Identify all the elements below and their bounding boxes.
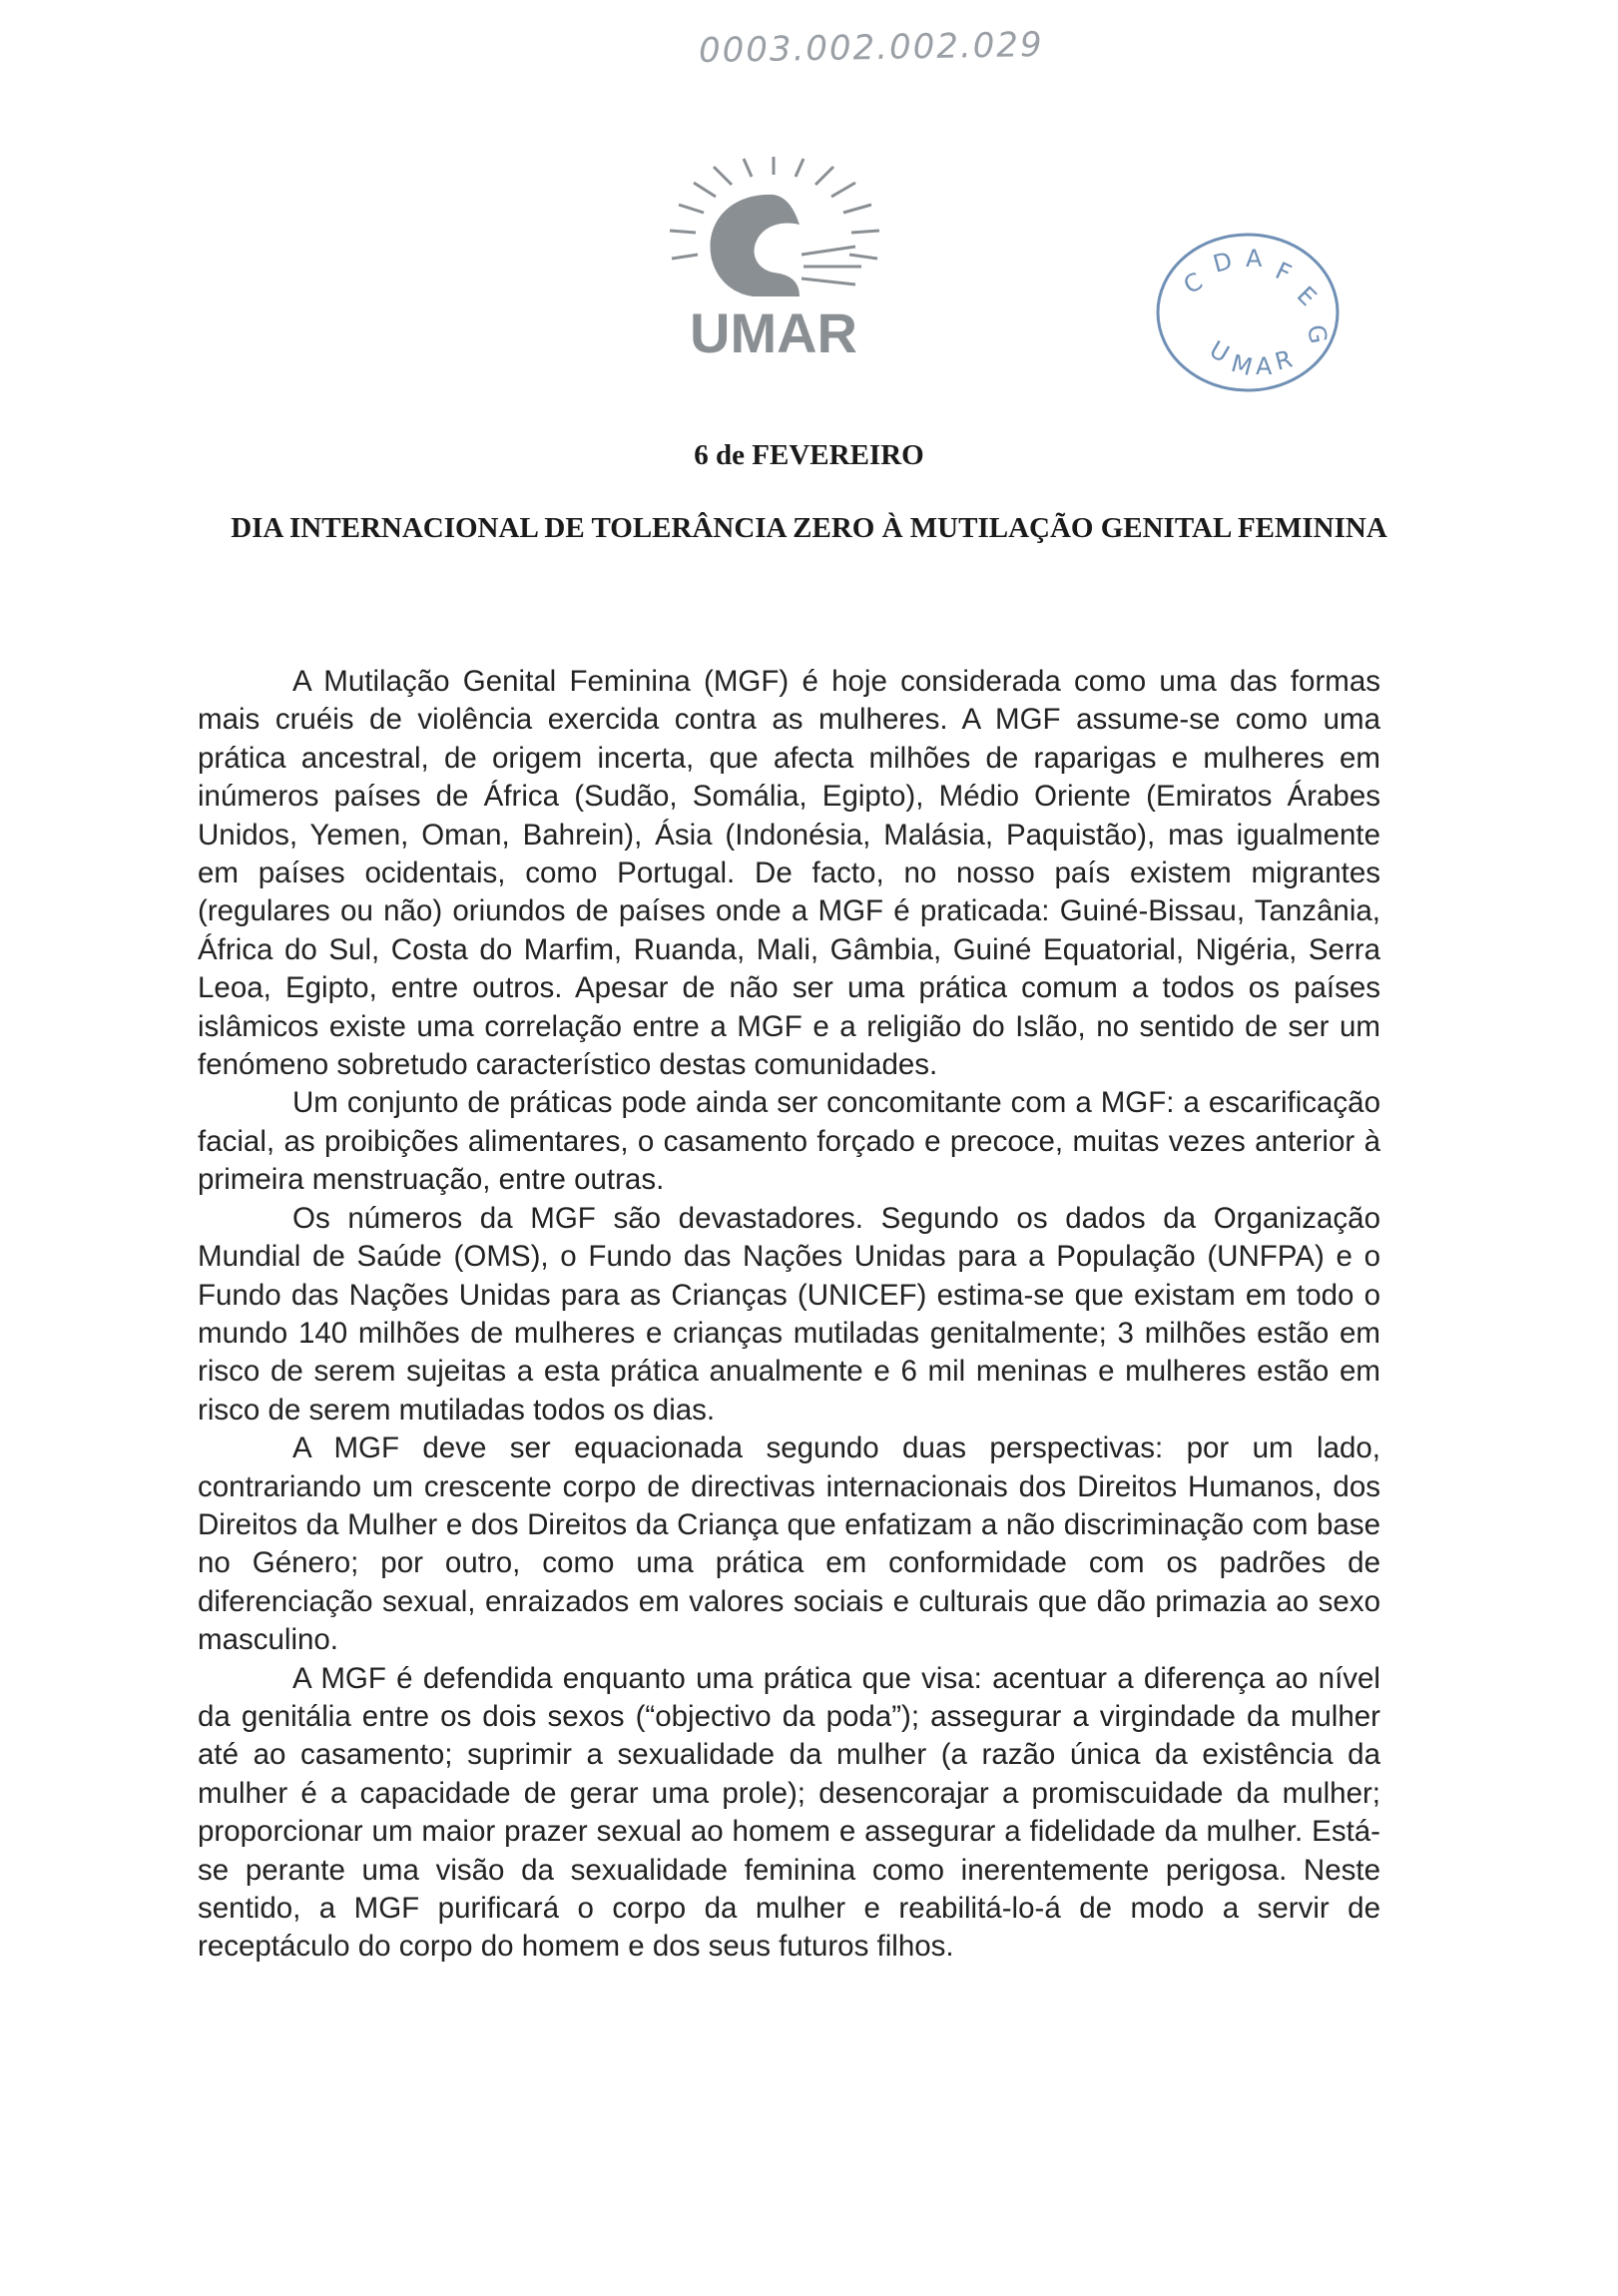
- svg-text:F: F: [1271, 257, 1296, 288]
- svg-text:M: M: [1228, 348, 1256, 382]
- paragraph-related-practices: Um conjunto de práticas pode ainda ser concomitante com a MGF: a escarificação facial, as proibições alimentares, o casamento forçado e precoce, muitas vezes anterior à primeira menstruação, entre outras.: [198, 1086, 1380, 1197]
- svg-text:D: D: [1210, 246, 1236, 279]
- cdafeg-stamp: [1148, 225, 1348, 399]
- svg-text:C: C: [1179, 267, 1208, 300]
- umar-logo: [624, 155, 923, 364]
- paragraph-perspectives: A MGF deve ser equacionada segundo duas perspectivas: por um lado, contrariando um crescente corpo de directivas internacionais dos Direitos Humanos, dos Direitos da Mulher e dos Direitos da Criança que enfatizam a não discriminação com base no Género; por outro, como uma prática em conformidade com os padrões de diferenciação sexual, enraizados em valores sociais e culturais que dão primazia ao sexo masculino.: [198, 1432, 1380, 1657]
- logo-text: UMAR: [690, 301, 857, 364]
- svg-text:R: R: [1272, 344, 1296, 376]
- document-title: DIA INTERNACIONAL DE TOLERÂNCIA ZERO À MUTILAÇÃO GENITAL FEMININA: [231, 512, 1387, 544]
- date-heading: 6 de FEVEREIRO: [694, 439, 924, 471]
- svg-text:A: A: [1256, 352, 1273, 380]
- svg-text:E: E: [1291, 281, 1323, 311]
- body-text: [198, 663, 1380, 1967]
- svg-text:A: A: [1246, 245, 1263, 273]
- paragraph-intro: A Mutilação Genital Feminina (MGF) é hoje considerada como uma das formas mais cruéis de violência exercida contra as mulheres. A MGF assume-se como uma prática ancestral, de origem incerta, que afecta milhões de raparigas e mulheres em inúmeros países de África (Sudão, Somália, Egipto), Médio Oriente (Emiratos Árabes Unidos, Yemen, Oman, Bahrein), Ásia (Indonésia, Malásia, Paquistão), mas igualmente em países ocidentais, como Portugal. De facto, no nosso país existem migrantes (regulares ou não) oriundos de países onde a MGF é praticada: Guiné-Bissau, Tanzânia, África do Sul, Costa do Marfim, Ruanda, Mali, Gâmbia, Guiné Equatorial, Nigéria, Serra Leoa, Egipto, entre outros. Apesar de não ser uma prática comum a todos os países islâmicos existe uma correlação entre a MGF e a religião do Islão, no sentido de ser um fenómeno sobretudo característico destas comunidades.: [198, 665, 1380, 1082]
- paragraph-justifications: A MGF é defendida enquanto uma prática que visa: acentuar a diferença ao nível da genitália entre os dois sexos (“objectivo da poda”); assegurar a virgindade da mulher até ao casamento; suprimir a sexualidade da mulher (a razão única da existência da mulher é a capacidade de gerar uma prole); desencorajar a promiscuidade da mulher; proporcionar um maior prazer sexual ao homem e assegurar a fidelidade da mulher. Está-se perante uma visão da sexualidade feminina como inerentemente perigosa. Neste sentido, a MGF purificará o corpo da mulher e reabilitá-lo-á de modo a servir de receptáculo do corpo do homem e dos seus futuros filhos.: [198, 1661, 1380, 1964]
- paragraph-statistics: Os números da MGF são devastadores. Segundo os dados da Organização Mundial de Saúde (OMS), o Fundo das Nações Unidas para a População (UNFPA) e o Fundo das Nações Unidas para as Crianças (UNICEF) estima-se que existam em todo o mundo 140 milhões de mulheres e crianças mutiladas genitalmente; 3 milhões estão em risco de serem sujeitas a esta prática anualmente e 6 mil meninas e mulheres estão em risco de serem mutiladas todos os dias.: [198, 1201, 1380, 1427]
- svg-text:U: U: [1205, 334, 1235, 368]
- svg-text:G: G: [1302, 322, 1333, 346]
- archive-reference-number: 0003.002.002.029: [698, 24, 1044, 72]
